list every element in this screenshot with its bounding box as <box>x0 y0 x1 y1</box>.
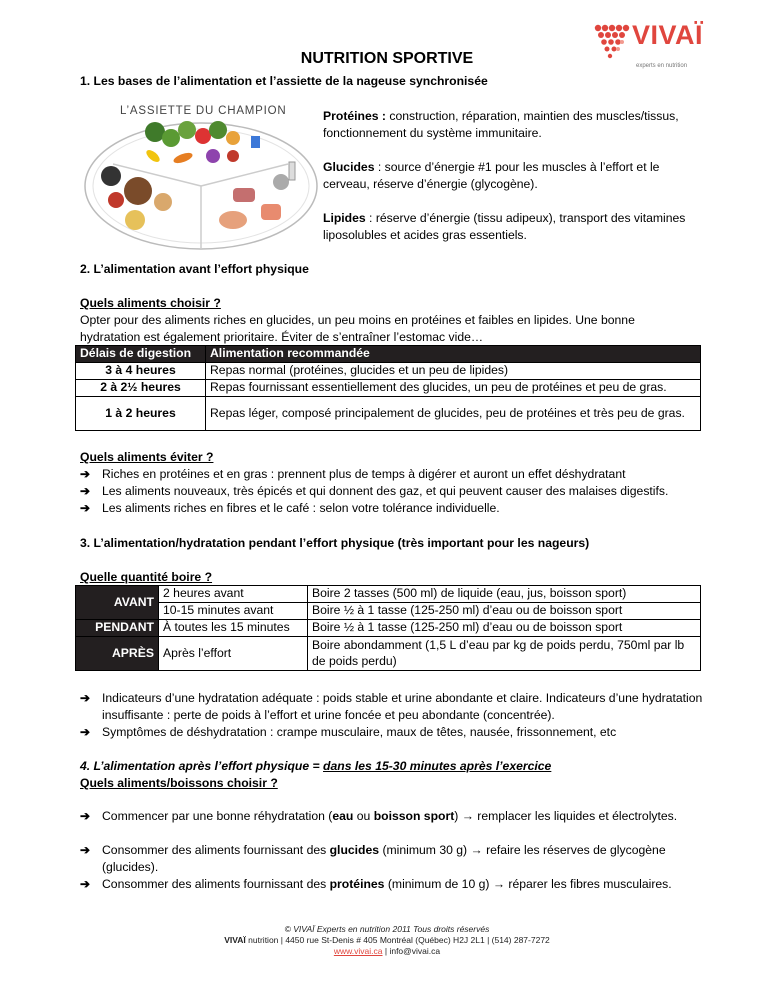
footer-contact <box>0 946 774 957</box>
table-row <box>76 363 701 380</box>
hydration-table <box>75 585 701 671</box>
logo-tagline: experts en nutrition <box>636 63 688 69</box>
proteines-text: construction, réparation, maintien des muscles/tissus, fonctionnement du système immunitaire. <box>323 109 679 140</box>
list-item-text: Les aliments riches en fibres et le café : selon votre tolérance individuelle. <box>102 501 500 515</box>
arrow-icon: ➔ <box>80 843 91 857</box>
footer-email: | info@vivai.ca <box>382 946 441 956</box>
section2-intro: Opter pour des aliments riches en glucides, un peu moins en protéines et faibles en lipides. Une bonne hydratation est également prioritaire. Éviter de s’entraîner l’estomac vide… <box>80 313 635 344</box>
table-row <box>76 603 701 620</box>
proteines-label: Protéines : <box>323 109 386 123</box>
list-item-text: Indicateurs d’une hydratation adéquate : poids stable et urine abondante et claire. Indicateurs d’une hydratation insuffisante : perte de poids à l’effort et urine foncée et peu abondante (concentrée). <box>102 691 703 722</box>
section4-subheading: Quels aliments/boissons choisir ? <box>80 776 278 790</box>
digestion-food-cell: Repas fournissant essentiellement des glucides, un peu de protéines et peu de gras. <box>206 380 701 397</box>
arrow-icon: ➔ <box>80 691 91 705</box>
page-title: NUTRITION SPORTIVE <box>300 50 474 67</box>
timing-cell: 10-15 minutes avant <box>159 603 308 620</box>
digestion-delay-cell: 3 à 4 heures <box>76 363 206 380</box>
section2-subheading-choose: Quels aliments choisir ? <box>80 296 221 310</box>
list-item-text: Symptômes de déshydratation : crampe musculaire, maux de têtes, nausée, frissonnement, etc <box>102 725 617 739</box>
arrow-icon: ➔ <box>80 809 91 823</box>
header-delay: Délais de digestion <box>76 346 206 363</box>
lipides-label: Lipides <box>323 211 366 225</box>
digestion-table <box>75 345 701 431</box>
phase-avant: AVANT <box>76 586 159 620</box>
list-item-text: Consommer des aliments fournissant des glucides (minimum 30 g) → refaire les réserves de glycogène (glucides). <box>102 843 666 874</box>
champion-plate-illustration <box>83 116 319 252</box>
section2-subheading-avoid: Quels aliments éviter ? <box>80 450 214 464</box>
list-item-text: Riches en protéines et en gras : prennent plus de temps à digérer et auront un effet déshydratant <box>102 467 626 481</box>
footer-address-text: nutrition | 4450 rue St-Denis # 405 Montréal (Québec) H2J 2L1 | (514) 287-7272 <box>245 935 550 945</box>
digestion-table-header <box>76 346 701 363</box>
amount-cell: Boire ½ à 1 tasse (125-250 ml) d’eau ou de boisson sport <box>308 620 701 637</box>
arrow-icon: ➔ <box>80 877 91 891</box>
website-link[interactable]: www.vivai.ca <box>333 946 383 956</box>
section3-heading: 3. L’alimentation/hydratation pendant l’effort physique (très important pour les nageurs) <box>80 536 590 550</box>
table-row <box>76 637 701 671</box>
table-row <box>76 586 701 603</box>
header-recommended: Alimentation recommandée <box>206 346 701 363</box>
footer-brand: VIVAÏ <box>224 935 246 945</box>
glucides-label: Glucides <box>323 160 375 174</box>
phase-apres: APRÈS <box>76 637 159 671</box>
arrow-small-icon: → <box>492 877 506 891</box>
footer-address <box>0 935 774 946</box>
section4-heading-timing: dans les 15-30 minutes après l’exercice <box>323 759 552 773</box>
digestion-food-cell: Repas léger, composé principalement de glucides, peu de protéines et très peu de gras. <box>206 397 701 431</box>
phase-pendant: PENDANT <box>76 620 159 637</box>
timing-cell: 2 heures avant <box>159 586 308 603</box>
plate-title: L’ASSIETTE DU CHAMPION <box>120 105 287 117</box>
arrow-icon: ➔ <box>80 484 91 498</box>
proteines-paragraph <box>323 108 703 142</box>
section1-heading: 1. Les bases de l’alimentation et l’assiette de la nageuse synchronisée <box>80 74 488 88</box>
table-row <box>76 620 701 637</box>
section4-heading <box>80 758 551 775</box>
digestion-delay-cell: 1 à 2 heures <box>76 397 206 431</box>
digestion-delay-cell: 2 à 2½ heures <box>76 380 206 397</box>
lipides-text: : réserve d’énergie (tissu adipeux), transport des vitamines liposolubles et acides gras essentiels. <box>323 211 686 242</box>
arrow-icon: ➔ <box>80 725 91 739</box>
logo-wordmark: VIVAÏ <box>632 20 704 50</box>
section4-heading-main: 4. L’alimentation après l’effort physique = <box>80 759 324 773</box>
table-row <box>76 397 701 431</box>
amount-cell: Boire 2 tasses (500 ml) de liquide (eau, jus, boisson sport) <box>308 586 701 603</box>
lipides-paragraph <box>323 210 703 244</box>
list-item-text: Commencer par une bonne réhydratation (eau ou boisson sport) → remplacer les liquides et électrolytes. <box>102 809 678 823</box>
glucides-text: : source d’énergie #1 pour les muscles à l’effort et le cerveau, réserve d’énergie (glycogène). <box>323 160 660 191</box>
section3-subheading: Quelle quantité boire ? <box>80 570 213 584</box>
nutrient-descriptions <box>323 108 703 244</box>
timing-cell: À toutes les 15 minutes <box>159 620 308 637</box>
digestion-food-cell: Repas normal (protéines, glucides et un peu de lipides) <box>206 363 701 380</box>
arrow-icon: ➔ <box>80 501 91 515</box>
arrow-small-icon: → <box>470 843 483 857</box>
arrow-icon: ➔ <box>80 467 91 481</box>
timing-cell: Après l’effort <box>159 637 308 671</box>
arrow-small-icon: → <box>461 809 474 823</box>
list-item-text: Les aliments nouveaux, très épicés et qui donnent des gaz, et qui peuvent causer des malaises digestifs. <box>102 484 669 498</box>
amount-cell: Boire ½ à 1 tasse (125-250 ml) d’eau ou de boisson sport <box>308 603 701 620</box>
glucides-paragraph <box>323 159 703 193</box>
amount-cell: Boire abondamment (1,5 L d’eau par kg de poids perdu, 750ml par lb de poids perdu) <box>308 637 701 671</box>
table-row <box>76 380 701 397</box>
footer-copyright: © VIVAÏ Experts en nutrition 2011 Tous droits réservés <box>284 924 490 934</box>
section2-heading: 2. L’alimentation avant l’effort physique <box>80 262 309 276</box>
list-item-text: Consommer des aliments fournissant des protéines (minimum de 10 g) → réparer les fibres musculaires. <box>102 877 672 891</box>
